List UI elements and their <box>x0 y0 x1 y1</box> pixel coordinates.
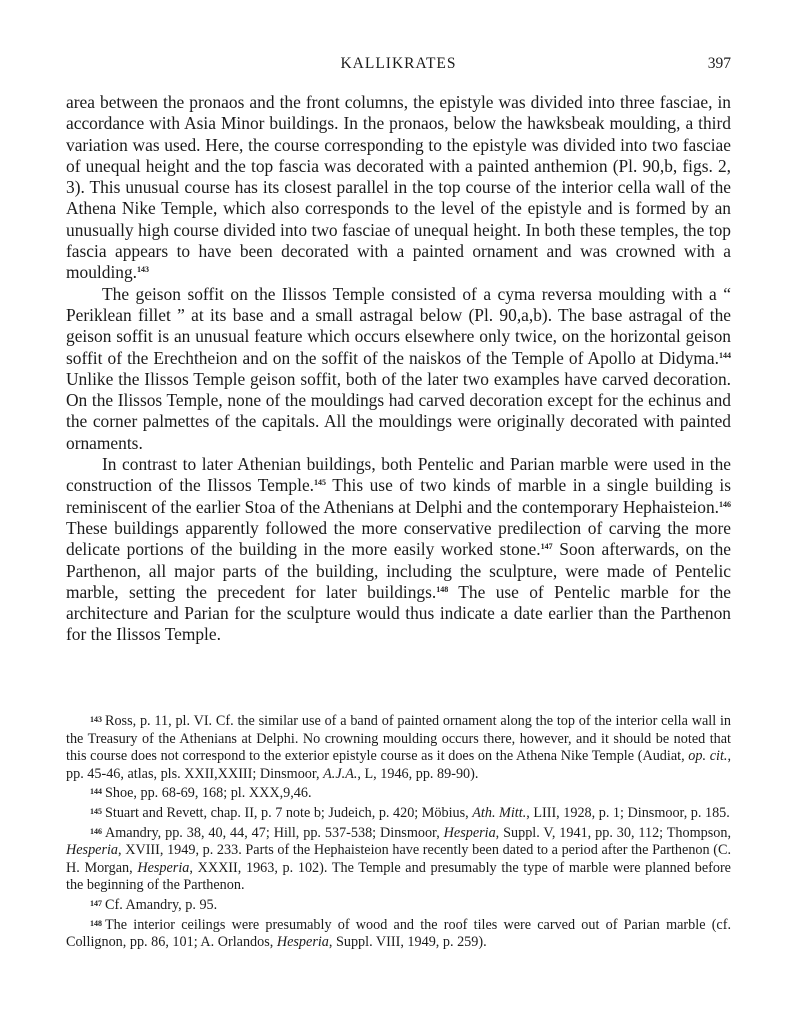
text-run: In contrast to later Athenian buildings, both Pentelic and Parian marble were used in the construction of the Ilissos Temple. <box>66 454 731 496</box>
text-run: Shoe, pp. 68-69, 168; pl. XXX,9,46. <box>105 785 312 802</box>
italic-text: Hesperia <box>137 859 190 876</box>
footnote-number: 144 <box>90 787 102 797</box>
text-run: , LIII, 1928, p. 1; Dinsmoor, p. 185. <box>526 804 730 821</box>
text-run: , XVIII, 1949, p. 233. Parts of the Hephaisteion have recently been dated to a period after the Parthenon (C. H. Morgan, <box>66 842 731 876</box>
footnote <box>66 915 731 952</box>
footnote-reference: 144 <box>719 350 731 360</box>
paragraph <box>66 454 731 646</box>
footnote-number: 146 <box>90 826 102 836</box>
text-run: area between the pronaos and the front columns, the epistyle was divided into three fasciae, in accordance with Asia Minor buildings. In the pronaos, below the hawksbeak moulding, a third variation was used. Here, the course corresponding to the epistyle was divided into two fasciae of unequal height and the top fascia was decorated with a painted anthemion (Pl. 90,b, figs. 2, 3). This unusual course has its closest parallel in the top course of the interior cella wall of the Athena Nike Temple, which also corresponds to the level of the epistyle and is formed by an unusually high course divided into two fasciae of unequal height. In both these temples, the top fascia appears to have been decorated with a painted ornament and was crowned with a moulding. <box>66 92 731 283</box>
text-run: Amandry, pp. 38, 40, 44, 47; Hill, pp. 537-538; Dinsmoor, <box>105 824 444 841</box>
paragraph <box>66 92 731 284</box>
text-run: These buildings apparently followed the more conservative predilection of carving the more delicate portions of the building in the more easily worked stone. <box>66 517 731 560</box>
italic-text: A.J.A. <box>323 765 358 782</box>
text-run: This use of two kinds of marble in a single building is reminiscent of the earlier Stoa of the Athenians at Delphi and the contemporary Hephaisteion. <box>66 475 732 517</box>
footnote <box>66 803 731 823</box>
italic-text: Hesperia <box>276 934 329 951</box>
footnote-number: 148 <box>90 918 102 928</box>
footnote-reference: 148 <box>436 584 449 594</box>
page-number: 397 <box>707 55 731 72</box>
footnote <box>66 783 731 803</box>
text-run: , XXXII, 1963, p. 102). The Temple and presumably the type of marble were planned before the beginning of the Parthenon. <box>66 859 731 894</box>
running-title: KALLIKRATES <box>340 55 457 72</box>
footnote <box>66 711 731 783</box>
text-run: Soon afterwards, on the Parthenon, all major parts of the building, including the sculpture, were made of Pentelic marble, setting the precedent for later buildings. <box>66 539 731 602</box>
footnote-reference: 147 <box>540 542 553 552</box>
footnotes <box>66 711 731 952</box>
text-run: Stuart and Revett, chap. II, p. 7 note b; Judeich, p. 420; Möbius, <box>105 804 473 821</box>
italic-text: Hesperia <box>66 842 119 859</box>
text-run: Cf. Amandry, p. 95. <box>105 896 218 913</box>
footnote-reference: 146 <box>719 499 731 509</box>
italic-text: Ath. Mitt. <box>472 804 527 821</box>
paragraph <box>66 284 731 454</box>
text-run: , pp. 45-46, atlas, pls. XXII,XXIII; Dinsmoor, <box>66 748 731 782</box>
footnote-number: 147 <box>90 898 102 908</box>
text-run: , L, 1946, pp. 89-90). <box>357 765 479 782</box>
text-run: The interior ceilings were presumably of wood and the roof tiles were carved out of Parian marble (cf. Collignon, pp. 86, 101; A. Orlandos, <box>66 916 731 951</box>
text-run: Unlike the Ilissos Temple geison soffit, both of the later two examples have carved decoration. On the Ilissos Temple, none of the mouldings had carved decoration except for the echinus and the corner palmettes of the capitals. All the mouldings were originally decorated with painted ornaments. <box>66 368 731 453</box>
italic-text: op. cit. <box>688 748 728 765</box>
text-run: The geison soffit on the Ilissos Temple consisted of a cyma reversa moulding with a “ Periklean fillet ” at its base and a small astragal below (Pl. 90,a,b). The base astragal of the geison soffit is an unusual feature which occurs elsewhere only twice, on the horizontal geison soffit of the Erechtheion and on the soffit of the naiskos of the Temple of Apollo at Didyma. <box>66 283 731 368</box>
footnote <box>66 895 731 915</box>
body-text <box>66 92 731 646</box>
text-run: The use of Pentelic marble for the architecture and Parian for the sculpture would thus indicate a date earlier than the Parthenon for the Ilissos Temple. <box>66 581 731 645</box>
italic-text: Hesperia <box>443 824 496 841</box>
page-header <box>66 55 731 77</box>
footnote-number: 145 <box>90 806 102 816</box>
text-run: , Suppl. V, 1941, pp. 30, 112; Thompson, <box>495 824 731 841</box>
text-run: , Suppl. VIII, 1949, p. 259). <box>328 934 487 951</box>
footnote-reference: 143 <box>137 265 150 275</box>
text-run: Ross, p. 11, pl. VI. Cf. the similar use of a band of painted ornament along the top of the interior cella wall in the Treasury of the Athenians at Delphi. No crowning moulding occurs there, however, and it should be noted that this course does not correspond to the exterior epistyle course as it does on the Athena Nike Temple (Audiat, <box>66 713 731 765</box>
footnote-number: 143 <box>90 715 102 724</box>
footnote <box>66 823 731 895</box>
footnote-reference: 145 <box>314 478 327 488</box>
